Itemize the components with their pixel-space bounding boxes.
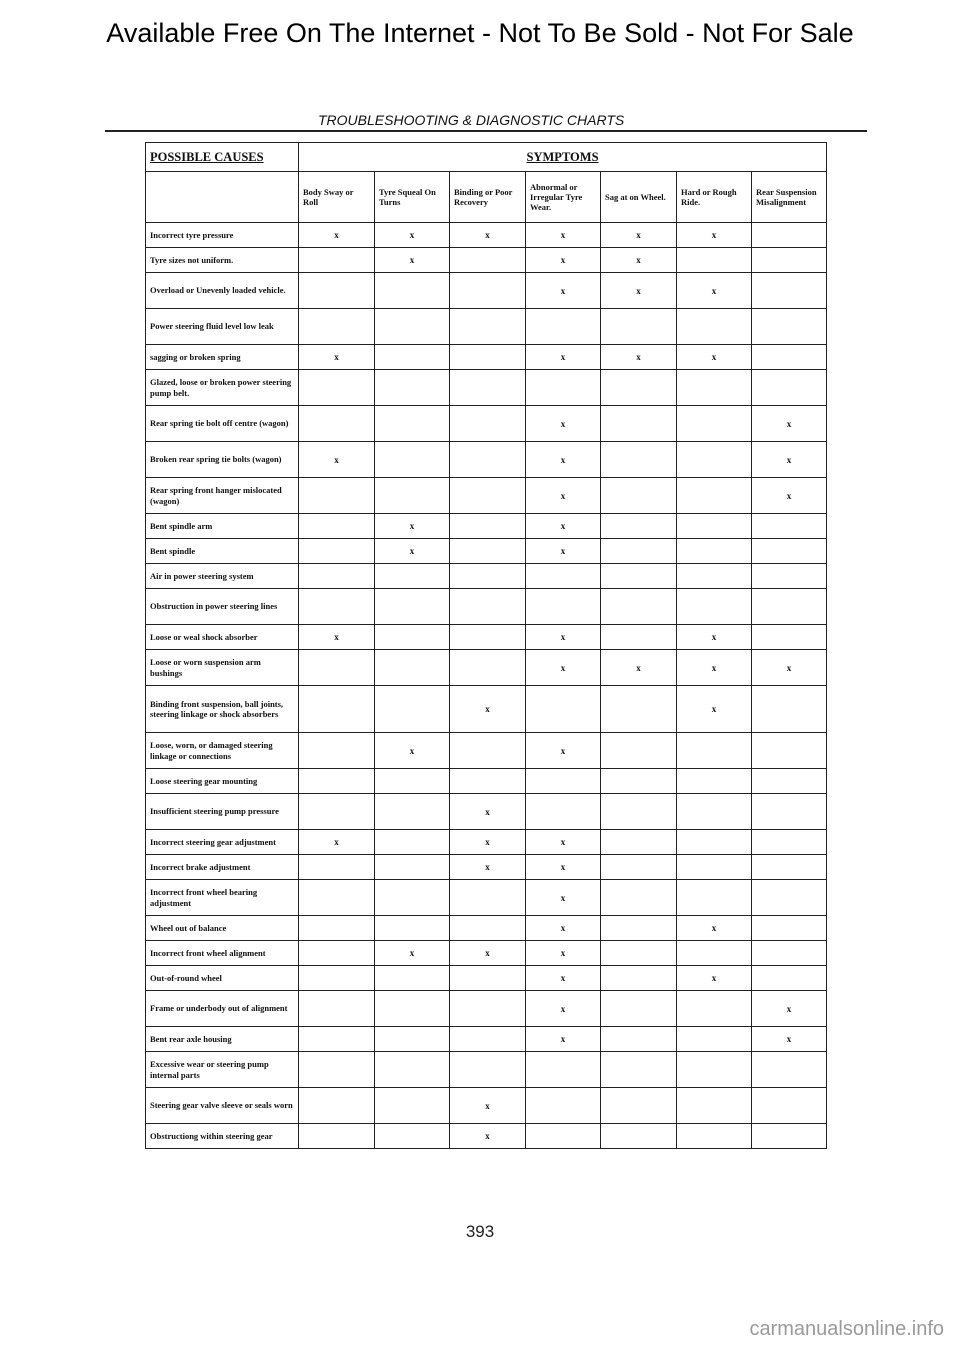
symptom-mark-cell: x [375,514,450,539]
symptom-column-header: Abnormal or Irregular Tyre Wear. [526,172,601,223]
symptom-mark-cell: x [450,1088,526,1124]
symptom-mark-cell [375,686,450,733]
symptom-mark-cell: x [450,794,526,830]
symptom-mark-cell [299,539,375,564]
symptom-mark-cell: x [375,248,450,273]
cause-label: Glazed, loose or broken power steering pump belt. [146,370,299,406]
symptom-mark-cell [526,1124,601,1149]
cause-row [146,1124,827,1149]
symptom-mark-cell [752,880,827,916]
symptom-mark-cell: x [450,1124,526,1149]
symptom-mark-cell [450,733,526,769]
symptom-mark-cell [601,1088,677,1124]
cause-label: Rear spring front hanger mislocated (wagon) [146,478,299,514]
symptom-mark-cell [752,589,827,625]
symptom-mark-cell [375,650,450,686]
symptom-mark-cell [450,1027,526,1052]
cause-rows [146,223,827,1149]
symptom-mark-cell [677,370,752,406]
symptom-mark-cell [601,733,677,769]
symptom-mark-cell [601,991,677,1027]
symptom-mark-cell [375,966,450,991]
symptom-mark-cell [375,855,450,880]
symptom-mark-cell: x [526,830,601,855]
symptom-mark-cell [375,370,450,406]
symptom-mark-cell [526,1052,601,1088]
symptom-mark-cell [601,539,677,564]
symptom-mark-cell [299,880,375,916]
symptom-mark-cell [299,406,375,442]
symptom-mark-cell: x [526,941,601,966]
symptom-mark-cell [601,589,677,625]
symptom-mark-cell [375,769,450,794]
site-watermark: carmanualsonline.info [749,1318,944,1340]
symptom-mark-cell [601,686,677,733]
symptom-mark-cell [601,1027,677,1052]
symptom-mark-cell [299,514,375,539]
symptom-mark-cell [299,248,375,273]
symptom-mark-cell: x [450,830,526,855]
symptom-mark-cell: x [450,855,526,880]
symptom-mark-cell: x [677,625,752,650]
symptom-mark-cell: x [752,991,827,1027]
symptom-mark-cell: x [601,273,677,309]
symptom-mark-cell [677,1052,752,1088]
symptom-mark-cell [677,589,752,625]
cause-label: Incorrect brake adjustment [146,855,299,880]
symptom-mark-cell [677,941,752,966]
symptoms-header: SYMPTOMS [299,143,827,172]
symptom-mark-cell: x [526,273,601,309]
symptom-mark-cell [601,625,677,650]
symptom-mark-cell [299,1124,375,1149]
cause-label: Loose, worn, or damaged steering linkage or connections [146,733,299,769]
cause-label: Loose steering gear mounting [146,769,299,794]
symptom-mark-cell [677,539,752,564]
cause-label: Incorrect tyre pressure [146,223,299,248]
cause-row [146,1052,827,1088]
symptom-mark-cell [677,830,752,855]
symptom-mark-cell [526,1088,601,1124]
symptom-mark-cell [677,478,752,514]
section-divider [105,130,867,132]
troubleshooting-table-container [145,142,826,1149]
symptom-mark-cell [526,370,601,406]
symptom-mark-cell [450,1052,526,1088]
cause-row [146,855,827,880]
symptom-mark-cell: x [526,223,601,248]
symptom-mark-cell: x [299,442,375,478]
symptom-column-header: Tyre Squeal On Turns [375,172,450,223]
symptom-mark-cell: x [526,880,601,916]
symptom-mark-cell: x [752,406,827,442]
symptom-mark-cell [450,442,526,478]
symptom-mark-cell: x [677,223,752,248]
cause-row [146,539,827,564]
symptom-mark-cell [526,564,601,589]
symptom-mark-cell [677,769,752,794]
symptom-mark-cell: x [526,650,601,686]
symptom-mark-cell [375,589,450,625]
cause-row [146,223,827,248]
cause-row [146,880,827,916]
symptom-mark-cell [375,830,450,855]
symptom-mark-cell [299,650,375,686]
symptom-mark-cell [677,564,752,589]
symptom-mark-cell [450,625,526,650]
symptom-mark-cell: x [601,345,677,370]
symptom-mark-cell [526,589,601,625]
cause-row [146,309,827,345]
symptom-mark-cell [601,309,677,345]
symptom-mark-cell: x [299,223,375,248]
cause-label: Air in power steering system [146,564,299,589]
symptom-mark-cell [375,309,450,345]
symptom-mark-cell [375,625,450,650]
symptom-mark-cell [299,794,375,830]
symptom-mark-cell [450,564,526,589]
symptom-mark-cell [752,794,827,830]
cause-row [146,589,827,625]
symptom-mark-cell [677,855,752,880]
symptom-mark-cell [299,941,375,966]
symptom-mark-cell [375,794,450,830]
cause-row [146,769,827,794]
cause-label: Binding front suspension, ball joints, steering linkage or shock absorbers [146,686,299,733]
symptom-column-header: Binding or Poor Recovery [450,172,526,223]
availability-banner: Available Free On The Internet - Not To Be Sold - Not For Sale [106,18,854,48]
cause-label: sagging or broken spring [146,345,299,370]
cause-row [146,442,827,478]
symptom-mark-cell: x [375,539,450,564]
symptom-mark-cell: x [526,406,601,442]
page-number: 393 [465,1222,495,1241]
cause-label: Insufficient steering pump pressure [146,794,299,830]
symptom-mark-cell [375,345,450,370]
troubleshooting-table [145,142,827,1149]
cause-label: Bent spindle arm [146,514,299,539]
symptom-mark-cell: x [299,625,375,650]
cause-label: Obstruction in power steering lines [146,589,299,625]
cause-row [146,650,827,686]
symptom-mark-cell [299,966,375,991]
cause-row [146,1088,827,1124]
symptom-mark-cell [299,478,375,514]
symptom-mark-cell [299,991,375,1027]
symptom-mark-cell [375,478,450,514]
symptom-mark-cell [375,1088,450,1124]
symptom-mark-cell [601,880,677,916]
symptom-mark-cell [375,406,450,442]
cause-label: Bent spindle [146,539,299,564]
symptom-mark-cell: x [677,686,752,733]
symptom-mark-cell [752,223,827,248]
cause-label: Tyre sizes not uniform. [146,248,299,273]
symptom-mark-cell: x [526,855,601,880]
symptom-mark-cell [601,564,677,589]
symptom-mark-cell [752,830,827,855]
symptom-mark-cell: x [526,478,601,514]
symptom-mark-cell: x [526,733,601,769]
symptom-mark-cell: x [601,223,677,248]
symptom-mark-cell [299,733,375,769]
symptom-mark-cell: x [526,991,601,1027]
symptom-mark-cell [601,941,677,966]
symptom-mark-cell: x [526,539,601,564]
symptom-mark-cell [752,916,827,941]
symptom-mark-cell [752,514,827,539]
symptom-mark-cell [752,345,827,370]
cause-row [146,941,827,966]
symptom-mark-cell: x [526,625,601,650]
symptom-columns-row [146,172,827,223]
symptom-mark-cell [375,1027,450,1052]
cause-label: Rear spring tie bolt off centre (wagon) [146,406,299,442]
section-title: TROUBLESHOOTING & DIAGNOSTIC CHARTS [318,112,625,128]
symptom-mark-cell [450,880,526,916]
symptom-mark-cell: x [299,345,375,370]
symptom-mark-cell: x [526,966,601,991]
symptom-mark-cell: x [526,916,601,941]
symptom-mark-cell [601,916,677,941]
cause-row [146,406,827,442]
symptom-mark-cell [450,966,526,991]
cause-label: Power steering fluid level low leak [146,309,299,345]
symptom-mark-cell: x [299,830,375,855]
symptom-mark-cell [299,855,375,880]
symptom-mark-cell [299,1052,375,1088]
cause-label: Overload or Unevenly loaded vehicle. [146,273,299,309]
symptom-mark-cell [601,1124,677,1149]
cause-row [146,916,827,941]
symptom-mark-cell [677,1088,752,1124]
symptom-mark-cell [677,406,752,442]
symptom-mark-cell [450,769,526,794]
symptom-mark-cell [752,733,827,769]
symptom-mark-cell [450,273,526,309]
symptom-mark-cell [677,514,752,539]
cause-row [146,686,827,733]
symptom-mark-cell [299,309,375,345]
symptom-mark-cell: x [752,478,827,514]
cause-label: Incorrect front wheel bearing adjustment [146,880,299,916]
symptom-mark-cell [752,273,827,309]
symptom-mark-cell: x [526,345,601,370]
symptom-mark-cell [450,916,526,941]
symptom-mark-cell [375,564,450,589]
cause-row [146,345,827,370]
symptom-mark-cell [677,733,752,769]
symptom-mark-cell [752,625,827,650]
cause-label: Out-of-round wheel [146,966,299,991]
possible-causes-header: POSSIBLE CAUSES [146,143,299,172]
symptom-mark-cell [450,539,526,564]
symptom-mark-cell [299,769,375,794]
symptom-mark-cell: x [450,686,526,733]
symptom-mark-cell [601,794,677,830]
symptom-mark-cell: x [677,273,752,309]
symptom-mark-cell [450,650,526,686]
symptom-mark-cell [299,564,375,589]
cause-row [146,478,827,514]
symptom-mark-cell [677,1124,752,1149]
symptom-mark-cell [299,916,375,941]
cause-row [146,733,827,769]
symptom-mark-cell: x [752,442,827,478]
symptom-mark-cell [752,370,827,406]
cause-row [146,514,827,539]
symptom-mark-cell [752,1124,827,1149]
symptom-mark-cell [677,880,752,916]
symptom-mark-cell [450,406,526,442]
symptom-mark-cell: x [677,650,752,686]
symptom-mark-cell [375,442,450,478]
symptom-mark-cell [677,794,752,830]
symptom-mark-cell [299,1027,375,1052]
symptom-mark-cell [752,855,827,880]
symptom-mark-cell [601,966,677,991]
symptom-mark-cell [752,769,827,794]
symptom-mark-cell [450,370,526,406]
symptom-mark-cell [526,794,601,830]
symptom-mark-cell [375,991,450,1027]
symptom-mark-cell: x [752,650,827,686]
cause-row [146,991,827,1027]
symptom-mark-cell [526,686,601,733]
symptom-mark-cell [677,442,752,478]
symptom-mark-cell: x [526,514,601,539]
symptom-mark-cell [677,309,752,345]
symptom-mark-cell [752,539,827,564]
cause-label: Steering gear valve sleeve or seals worn [146,1088,299,1124]
symptom-mark-cell [601,855,677,880]
symptom-mark-cell [299,686,375,733]
symptom-mark-cell: x [677,345,752,370]
symptom-mark-cell [375,1052,450,1088]
symptom-mark-cell [299,1088,375,1124]
cause-label: Excessive wear or steering pump internal parts [146,1052,299,1088]
symptom-mark-cell [752,966,827,991]
symptom-mark-cell [450,248,526,273]
symptom-mark-cell [752,248,827,273]
symptom-mark-cell: x [450,223,526,248]
symptom-mark-cell [450,309,526,345]
symptom-mark-cell: x [752,1027,827,1052]
cause-row [146,794,827,830]
symptom-mark-cell: x [526,442,601,478]
symptom-column-header: Rear Suspension Misalignment [752,172,827,223]
symptom-mark-cell [752,1052,827,1088]
symptom-mark-cell [450,514,526,539]
symptom-mark-cell [677,1027,752,1052]
symptom-mark-cell [752,309,827,345]
symptom-mark-cell [450,478,526,514]
symptom-mark-cell [526,309,601,345]
symptom-mark-cell: x [526,1027,601,1052]
symptom-mark-cell [601,769,677,794]
symptom-mark-cell [450,345,526,370]
symptom-mark-cell: x [375,941,450,966]
symptom-mark-cell [601,370,677,406]
symptom-mark-cell [299,589,375,625]
cause-label: Frame or underbody out of alignment [146,991,299,1027]
cause-label: Broken rear spring tie bolts (wagon) [146,442,299,478]
cause-label: Obstructiong within steering gear [146,1124,299,1149]
cause-row [146,273,827,309]
symptom-mark-cell [752,1088,827,1124]
cause-label: Incorrect front wheel alignment [146,941,299,966]
cause-label: Incorrect steering gear adjustment [146,830,299,855]
symptom-mark-cell: x [677,966,752,991]
symptom-mark-cell [752,564,827,589]
symptom-mark-cell [375,880,450,916]
symptom-mark-cell [752,686,827,733]
cause-row [146,966,827,991]
symptom-mark-cell [677,248,752,273]
cause-label: Loose or weal shock absorber [146,625,299,650]
symptom-mark-cell [601,406,677,442]
symptom-mark-cell: x [601,248,677,273]
causes-blank-cell [146,172,299,223]
symptom-mark-cell [526,769,601,794]
symptom-mark-cell [375,273,450,309]
symptom-mark-cell [375,1124,450,1149]
symptom-mark-cell: x [677,916,752,941]
symptom-column-header: Hard or Rough Ride. [677,172,752,223]
cause-row [146,370,827,406]
symptom-mark-cell [601,478,677,514]
symptom-mark-cell: x [526,248,601,273]
symptom-mark-cell [450,589,526,625]
cause-row [146,1027,827,1052]
symptom-mark-cell [677,991,752,1027]
symptom-mark-cell: x [450,941,526,966]
symptom-mark-cell: x [375,223,450,248]
symptom-column-header: Sag at on Wheel. [601,172,677,223]
symptom-mark-cell [601,1052,677,1088]
symptom-mark-cell [752,941,827,966]
cause-label: Bent rear axle housing [146,1027,299,1052]
symptom-mark-cell [450,991,526,1027]
symptom-mark-cell [601,442,677,478]
cause-row [146,830,827,855]
symptom-mark-cell [601,830,677,855]
symptom-mark-cell [299,273,375,309]
symptom-mark-cell: x [375,733,450,769]
cause-row [146,625,827,650]
symptom-mark-cell [375,916,450,941]
symptom-mark-cell: x [601,650,677,686]
symptom-mark-cell [601,514,677,539]
cause-label: Loose or worn suspension arm bushings [146,650,299,686]
cause-row [146,248,827,273]
symptom-column-header: Body Sway or Roll [299,172,375,223]
symptom-mark-cell [299,370,375,406]
cause-row [146,564,827,589]
cause-label: Wheel out of balance [146,916,299,941]
